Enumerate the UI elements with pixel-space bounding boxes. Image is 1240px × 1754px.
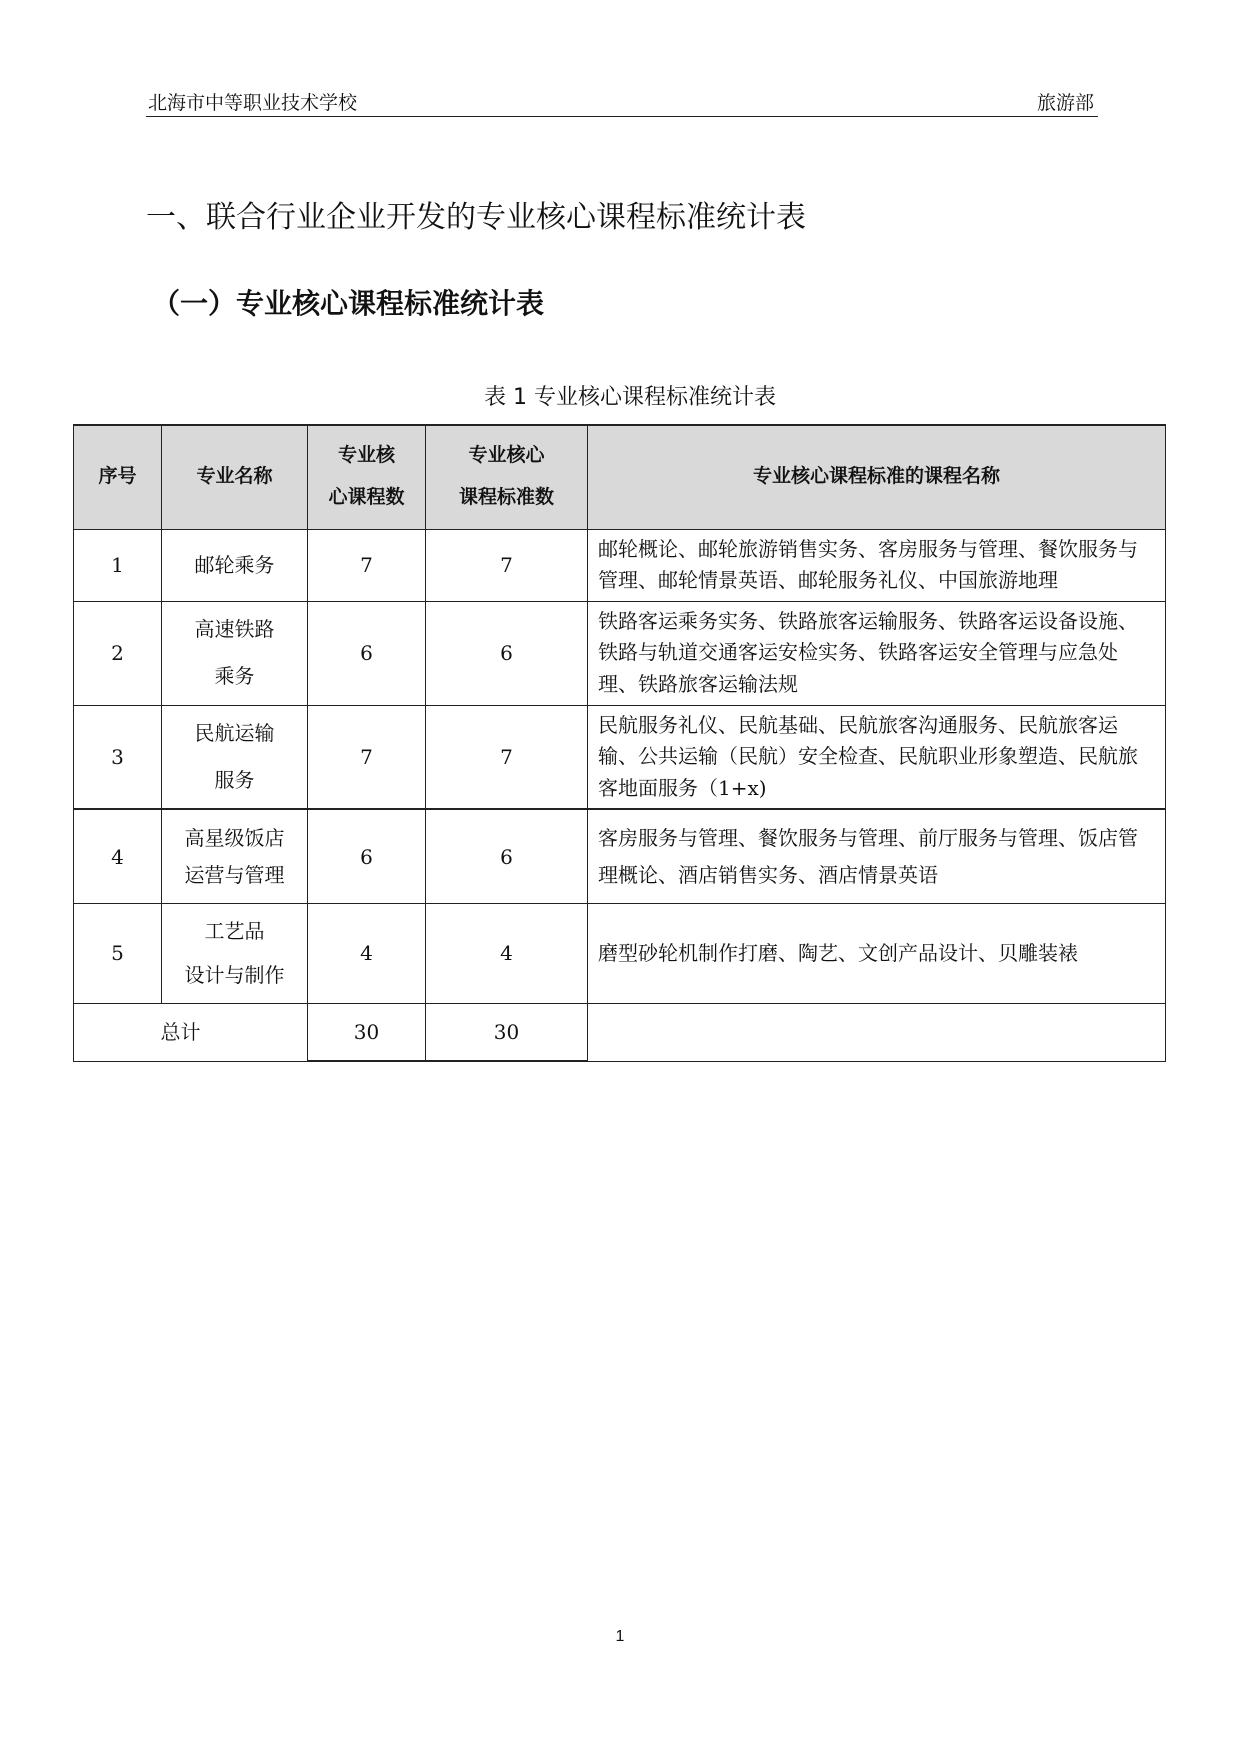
row-course-names: 磨型砂轮机制作打磨、陶艺、文创产品设计、贝雕装裱	[588, 903, 1166, 1003]
row-core-count: 6	[308, 601, 426, 705]
row-major: 邮轮乘务	[162, 529, 308, 601]
row-no: 4	[74, 809, 162, 903]
table-caption: 表 1 专业核心课程标准统计表	[484, 385, 776, 410]
school-name: 北海市中等职业技术学校	[148, 92, 358, 114]
row-course-names: 邮轮概论、邮轮旅游销售实务、客房服务与管理、餐饮服务与管理、邮轮情景英语、邮轮服务礼仪、中国旅游地理	[588, 529, 1166, 601]
row-standard-count: 7	[426, 529, 588, 601]
page-header	[146, 86, 1098, 117]
row-major: 高速铁路 乘务	[162, 601, 308, 705]
subsection-heading: （一）专业核心课程标准统计表	[152, 287, 545, 320]
row-standard-count: 6	[426, 809, 588, 903]
row-course-names: 铁路客运乘务实务、铁路旅客运输服务、铁路客运设备设施、铁路与轨道交通客运安检实务、铁路客运安全管理与应急处理、铁路旅客运输法规	[588, 601, 1166, 705]
row-standard-count: 6	[426, 601, 588, 705]
table-header-row	[74, 425, 1166, 529]
row-core-count: 6	[308, 809, 426, 903]
page-number: 1	[615, 1628, 625, 1645]
table-row	[74, 529, 1166, 601]
section-heading: 一、联合行业企业开发的专业核心课程标准统计表	[146, 200, 806, 235]
table-row	[74, 809, 1166, 903]
table-row	[74, 903, 1166, 1003]
total-core-count: 30	[308, 1003, 426, 1061]
department-name: 旅游部	[1036, 92, 1094, 114]
row-core-count: 4	[308, 903, 426, 1003]
row-major: 工艺品 设计与制作	[162, 903, 308, 1003]
row-no: 3	[74, 705, 162, 809]
table-row	[74, 601, 1166, 705]
row-no: 2	[74, 601, 162, 705]
row-major: 民航运输 服务	[162, 705, 308, 809]
total-course-names	[588, 1003, 1166, 1061]
row-core-count: 7	[308, 529, 426, 601]
total-standard-count: 30	[426, 1003, 588, 1061]
header-standard-count: 专业核心 课程标准数	[426, 425, 588, 529]
row-standard-count: 7	[426, 705, 588, 809]
header-no: 序号	[74, 425, 162, 529]
row-course-names: 客房服务与管理、餐饮服务与管理、前厅服务与管理、饭店管理概论、酒店销售实务、酒店情景英语	[588, 809, 1166, 903]
row-standard-count: 4	[426, 903, 588, 1003]
row-course-names: 民航服务礼仪、民航基础、民航旅客沟通服务、民航旅客运输、公共运输（民航）安全检查、民航职业形象塑造、民航旅客地面服务（1+x)	[588, 705, 1166, 809]
header-course-names: 专业核心课程标准的课程名称	[588, 425, 1166, 529]
row-major: 高星级饭店 运营与管理	[162, 809, 308, 903]
course-standard-table	[73, 424, 1166, 1062]
row-no: 5	[74, 903, 162, 1003]
row-core-count: 7	[308, 705, 426, 809]
table-row	[74, 705, 1166, 809]
header-core-count: 专业核 心课程数	[308, 425, 426, 529]
total-label: 总计	[74, 1003, 308, 1061]
row-no: 1	[74, 529, 162, 601]
table-total-row	[74, 1003, 1166, 1061]
header-major: 专业名称	[162, 425, 308, 529]
